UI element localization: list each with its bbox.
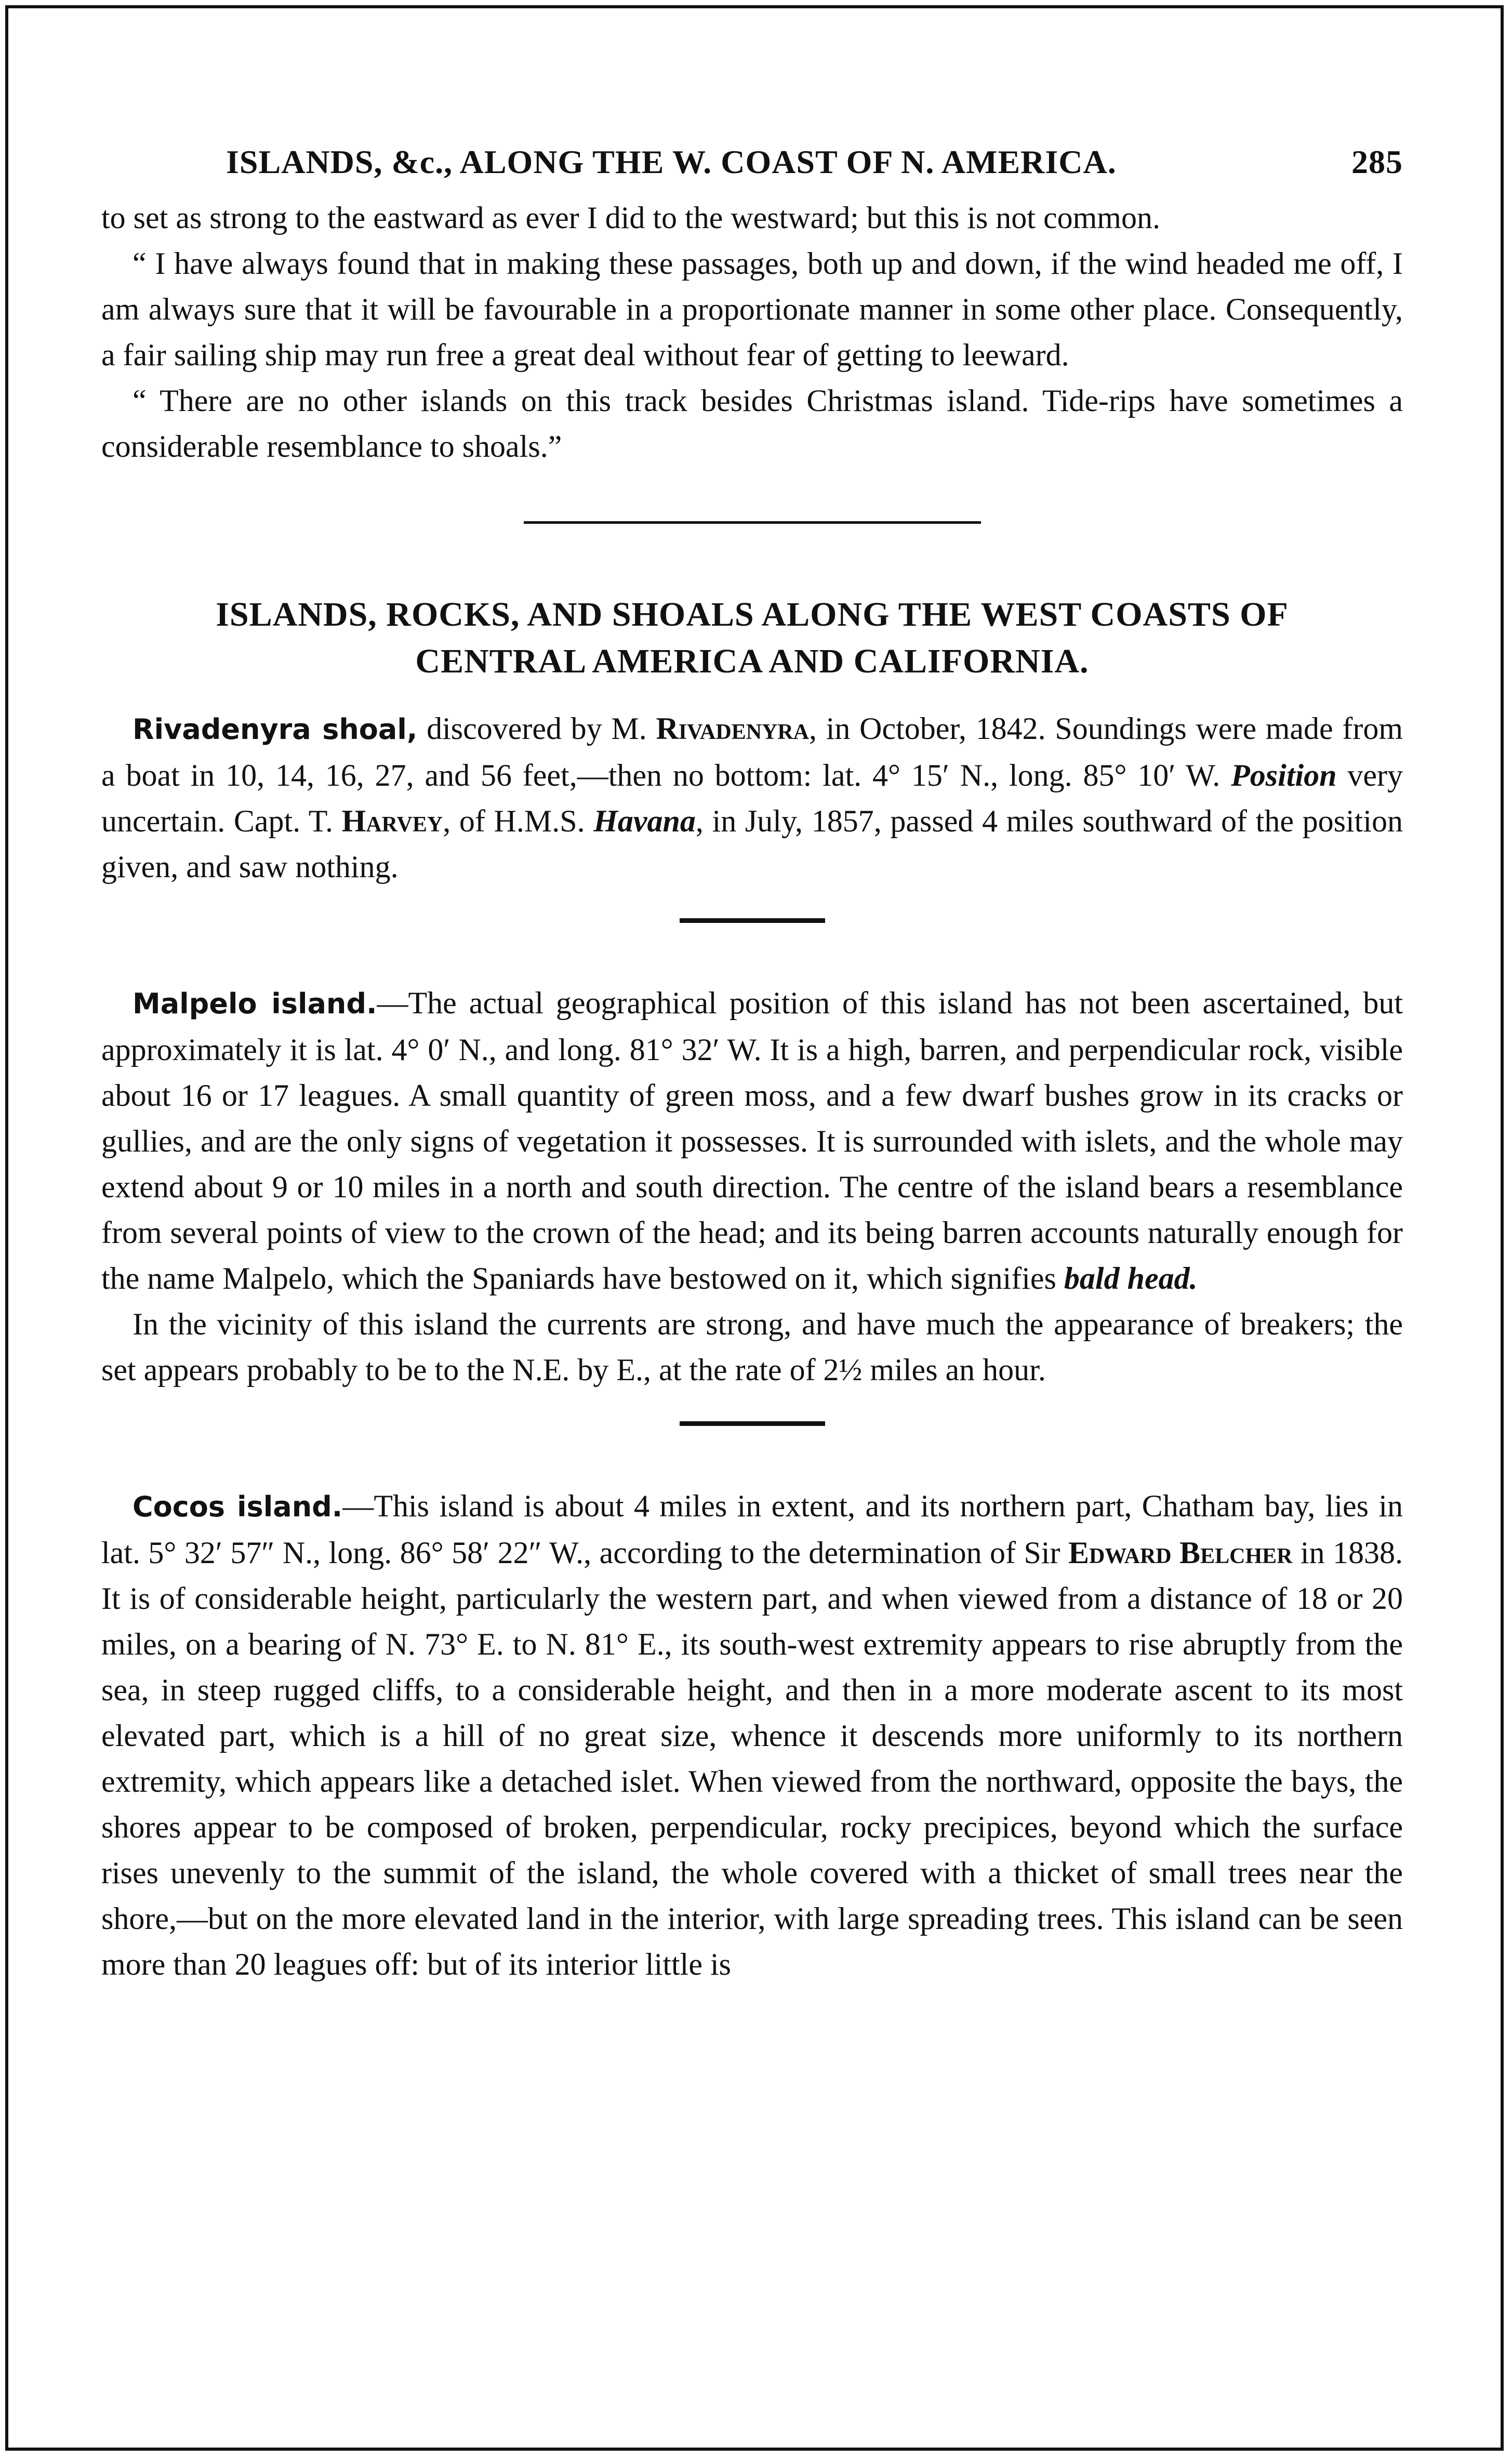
entry-name-malpelo: Malpelo island. (132, 987, 377, 1020)
entry-divider (680, 918, 825, 923)
malpelo-paragraph-2: In the vicinity of this island the currents are strong, and have much the appearance of breakers; the set appears probably to be to the N.E. by E., at the rate of 2½ miles an hour. (101, 1307, 1403, 1387)
text-run: in 1838. It is of considerable height, particularly the western part, and when viewed from a distance of 18 or 20 miles, on a bearing of N. 73° E. to N. 81° E., its south-west extremity appears to rise abruptly from the sea, in steep rugged cliffs, to a considerable height, and then in a more moderate ascent to its most elevated part, which is a hill of no great size, whence it descends more uniformly to its northern extremity, which appears like a detached islet. When viewed from the northward, opposite the bays, the shores appear to be composed of broken, perpendicular, rocky precipices, beyond which the surface rises unevenly to the summit of the island, the whole covered with a thicket of small trees near the shore,—but on the more elevated land in the interior, with large spreading trees. This island can be seen more than 20 leagues off: but of its interior little is (101, 1536, 1403, 1981)
person-name: Rivadenyra (656, 711, 810, 746)
text-run: , in October, 1842. Soundings were made from a boat in 10, 14, 16, 27, and 56 feet,—then no bottom: lat. 4° 15′ N., long. 85° 10′ W. (101, 711, 1403, 792)
text-run: very uncertain. Capt. T. (101, 758, 1403, 838)
section-heading (101, 591, 1403, 685)
cocos-paragraph (101, 1483, 1403, 1987)
malpelo-paragraph-1 (101, 980, 1403, 1301)
section-heading-line-2: CENTRAL AMERICA AND CALIFORNIA. (415, 642, 1089, 680)
person-name: Harvey (341, 804, 443, 838)
text-run: , in July, 1857, passed 4 miles southward of the position given, and saw nothing. (101, 804, 1403, 884)
ship-name: Havana (593, 804, 696, 838)
section-divider (524, 521, 981, 524)
intro-paragraph-3: “ There are no other islands on this track besides Christmas island. Tide-rips have sometimes a considerable resemblance to shoals.” (101, 384, 1403, 464)
rivadenyra-paragraph (101, 706, 1403, 890)
entry-name-rivadenyra: Rivadenyra shoal, (132, 713, 418, 746)
entry-divider (680, 1421, 825, 1426)
section-heading-line-1: ISLANDS, ROCKS, AND SHOALS ALONG THE WEST COASTS OF (216, 596, 1289, 633)
intro-paragraph-1: to set as strong to the eastward as ever I did to the westward; but this is not common. (101, 201, 1160, 235)
italic-term: Position (1231, 758, 1337, 792)
running-head (101, 133, 1403, 195)
italic-term: bald head. (1064, 1261, 1198, 1295)
book-page (101, 133, 1403, 1987)
intro-paragraph-2: “ I have always found that in making these passages, both up and down, if the wind headed me off, I am always sure that it will be favourable in a proportionate manner in some other place. Consequently, a fair sailing ship may run free a great deal without fear of getting to leeward. (101, 246, 1403, 372)
text-run: —This island is about 4 miles in extent, and its northern part, Chatham bay, lies in lat. 5° 32′ 57″ N., long. 86° 58′ 22″ W., according to the determination of Sir (101, 1489, 1403, 1570)
text-run: discovered by M. (417, 711, 656, 746)
page-number: 285 (1351, 143, 1403, 180)
text-run: , of H.M.S. (443, 804, 594, 838)
text-run: —The actual geographical position of this island has not been ascertained, but approximately it is lat. 4° 0′ N., and long. 81° 32′ W. It is a high, barren, and perpendicular rock, visible about 16 or 17 leagues. A small quantity of green moss, and a few dwarf bushes grow in its cracks or gullies, and are the only signs of vegetation it possesses. It is surrounded with islets, and the whole may extend about 9 or 10 miles in a north and south direction. The centre of the island bears a resemblance from several points of view to the crown of the head; and its being barren accounts naturally enough for the name Malpelo, which the Spaniards have bestowed on it, which signifies (101, 986, 1403, 1295)
person-name: Edward Belcher (1068, 1536, 1293, 1570)
running-head-title: ISLANDS, &c., ALONG THE W. COAST OF N. AMERICA. (226, 143, 1117, 180)
entry-name-cocos: Cocos island. (132, 1490, 343, 1523)
